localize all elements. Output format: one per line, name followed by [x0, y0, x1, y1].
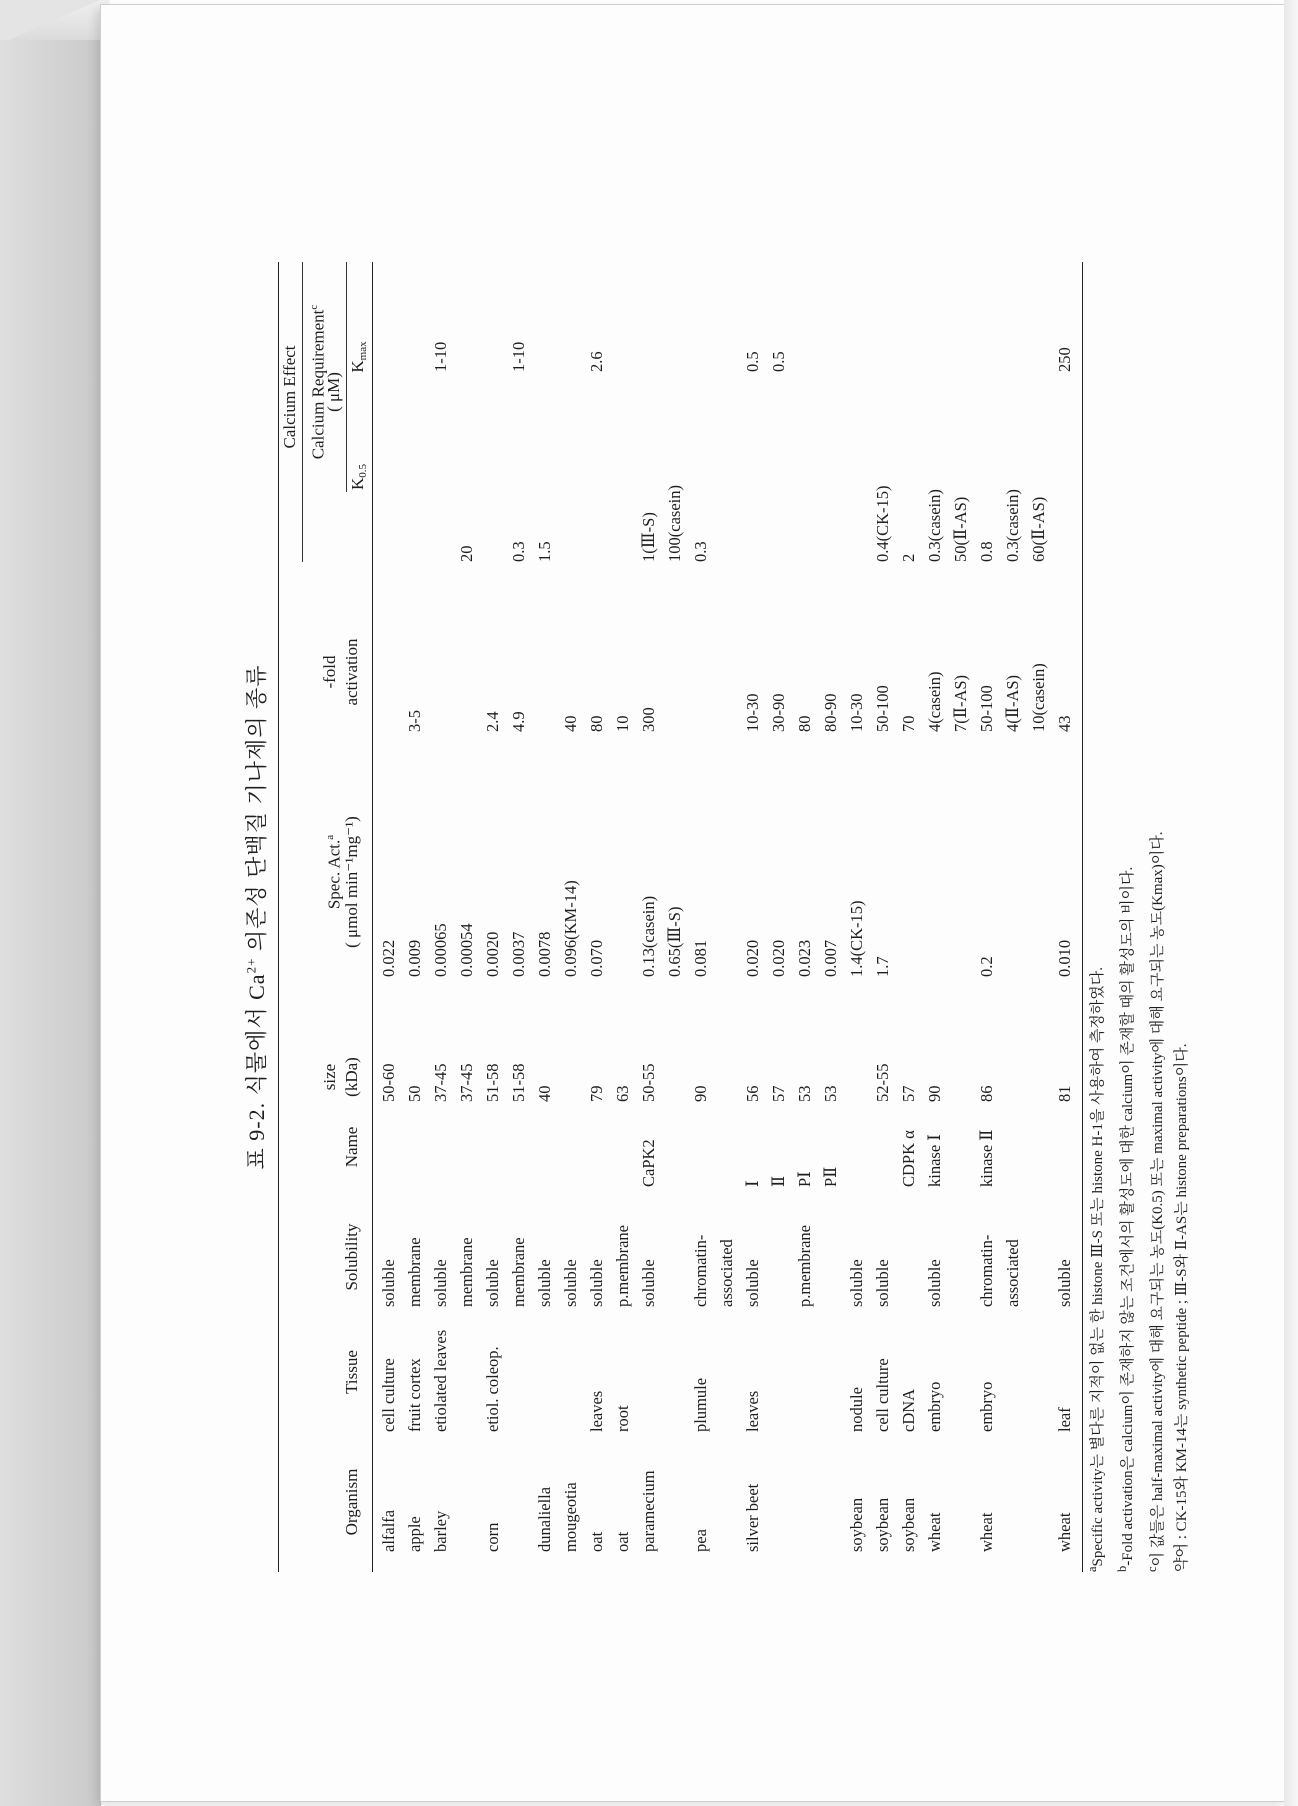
cell-name: Ⅰ: [743, 1180, 762, 1187]
cell-fold: 50-100: [873, 685, 892, 732]
cell-spec-act: 0.007: [821, 939, 840, 977]
cell-size: 79: [587, 1085, 606, 1102]
cell-fold: 2.4: [483, 711, 502, 732]
cell-spec-act: 0.020: [769, 939, 788, 977]
cell-solubility: chromatin-: [691, 1234, 710, 1307]
table-row: [896, 262, 922, 1572]
footnote-a: $^a$Specific activity는 별다른 지적이 없는 한 histone Ⅲ-S 또는 histone H-1을 사용하여 측정하였다.: [1085, 966, 1106, 1572]
header-k05: K0.5: [348, 463, 369, 491]
cell-k05: 0.3(casein): [1003, 489, 1022, 562]
book-spine: [0, 40, 101, 1806]
cell-solubility: soluble: [561, 1259, 580, 1307]
table-row: [610, 262, 636, 1572]
cell-name: CDPK α: [899, 1130, 918, 1187]
cell-k05: 50(Ⅱ-AS): [951, 496, 970, 562]
cell-k05: 2: [899, 553, 918, 562]
header-kmax: Kmax: [348, 341, 369, 373]
cell-solubility: soluble: [379, 1259, 398, 1307]
cell-solubility: chromatin-: [977, 1234, 996, 1307]
cell-size: 50-55: [639, 1063, 658, 1102]
cell-organism: apple: [405, 1516, 424, 1552]
cell-organism: soybean: [847, 1497, 866, 1552]
cell-spec-act: 0.010: [1055, 939, 1074, 977]
cell-organism: soybean: [899, 1497, 918, 1552]
table-row: [1000, 262, 1026, 1572]
cell-size: 51-58: [509, 1063, 528, 1102]
cell-fold: 7(Ⅱ-AS): [951, 674, 970, 732]
table-row: [584, 262, 610, 1572]
cell-organism: paramecium: [639, 1470, 658, 1552]
cell-k05: 60(Ⅱ-AS): [1029, 496, 1048, 562]
cell-spec-act: 0.0020: [483, 931, 502, 977]
cell-organism: wheat: [1055, 1512, 1074, 1552]
cell-kmax: 0.5: [769, 351, 788, 372]
cell-k05: 0.3: [509, 541, 528, 562]
cell-fold: 4.9: [509, 711, 528, 732]
cell-kmax: 1-10: [431, 341, 450, 372]
cell-organism: mougeotia: [561, 1482, 580, 1552]
cell-solubility: soluble: [587, 1259, 606, 1307]
cell-solubility: soluble: [873, 1259, 892, 1307]
table-row: [792, 262, 818, 1572]
cell-solubility: soluble: [925, 1259, 944, 1307]
cell-solubility: membrane: [405, 1237, 424, 1307]
header-name: Name: [342, 1126, 361, 1168]
cell-organism: silver beet: [743, 1483, 762, 1552]
cell-fold: 300: [639, 707, 658, 732]
cell-solubility: soluble: [431, 1259, 450, 1307]
cell-fold: 50-100: [977, 685, 996, 732]
cell-spec-act: 0.020: [743, 939, 762, 977]
table-row: [922, 262, 948, 1572]
header-calcium-effect: Calcium Effect: [280, 345, 299, 449]
cell-spec-act: 0.009: [405, 939, 424, 977]
header-micro-molar: ( μM): [324, 372, 343, 412]
cell-tissue: cDNA: [899, 1388, 918, 1432]
cell-name: kinase Ⅱ: [977, 1129, 996, 1187]
cell-organism: barley: [431, 1510, 450, 1552]
cell-size: 81: [1055, 1085, 1074, 1102]
cell-solubility: soluble: [639, 1259, 658, 1307]
cell-fold: 40: [561, 715, 580, 732]
cell-solubility: membrane: [509, 1237, 528, 1307]
cell-tissue: embryo: [977, 1381, 996, 1432]
cell-solubility: soluble: [483, 1259, 502, 1307]
table-row: [558, 262, 584, 1572]
cell-spec-act: 0.0078: [535, 931, 554, 977]
cell-spec-act: 0.13(casein): [639, 895, 658, 977]
cell-size: 37-45: [431, 1063, 450, 1102]
table-row: [818, 262, 844, 1572]
cell-size: 50: [405, 1085, 424, 1102]
cell-organism: soybean: [873, 1497, 892, 1552]
cell-size: 86: [977, 1085, 996, 1102]
header-rule-calcium-effect: [302, 262, 303, 562]
table-title: 표 9-2. 식물에서 $Ca^{2+}$ 의존성 단백질 기나제의 종류: [243, 664, 269, 1170]
cell-k05: 20: [457, 545, 476, 562]
header-bottom-rule: [372, 262, 373, 1572]
header-spec-act-unit: ( μmol min⁻¹mg⁻¹): [342, 816, 361, 948]
cell-size: 57: [899, 1085, 918, 1102]
cell-name: CaPK2: [639, 1139, 658, 1187]
header-rule-requirement: [346, 262, 347, 492]
cell-solubility: soluble: [535, 1259, 554, 1307]
cell-spec-act: 0.00065: [431, 923, 450, 977]
cell-k05: 0.3(casein): [925, 489, 944, 562]
cell-spec-act: 1.4(CK-15): [847, 900, 866, 977]
cell-solubility: membrane: [457, 1237, 476, 1307]
cell-spec-act: 0.081: [691, 939, 710, 977]
footnote-b: $^b$-Fold activation은 calcium이 존재하지 않는 조건에서의 활성도에 대한 calcium이 존재할 때의 활성도의 비이다.: [1115, 866, 1136, 1572]
cell-spec-act: 0.096(KM-14): [561, 880, 580, 977]
cell-fold: 43: [1055, 715, 1074, 732]
table-row: [402, 262, 428, 1572]
table-row: [376, 262, 402, 1572]
cell-spec-act: 0.022: [379, 939, 398, 977]
table-row: [662, 262, 688, 1572]
cell-fold: 4(Ⅱ-AS): [1003, 674, 1022, 732]
cell-solubility: soluble: [1055, 1259, 1074, 1307]
cell-name: PⅡ: [821, 1166, 840, 1187]
cell-fold: 10: [613, 715, 632, 732]
cell-size: 63: [613, 1085, 632, 1102]
cell-organism: wheat: [977, 1512, 996, 1552]
cell-fold: 10-30: [847, 693, 866, 732]
cell-tissue: nodule: [847, 1387, 866, 1432]
cell-size: 37-45: [457, 1063, 476, 1102]
cell-fold: 30-90: [769, 693, 788, 732]
cell-fold: 10-30: [743, 693, 762, 732]
cell-spec-act: 0.070: [587, 939, 606, 977]
table-row: [714, 262, 740, 1572]
cell-k05: 100(casein): [665, 485, 684, 562]
table-row: [948, 262, 974, 1572]
header-fold-activation: activation: [342, 638, 361, 706]
cell-size: 90: [925, 1085, 944, 1102]
cell-size: 51-58: [483, 1063, 502, 1102]
cell-fold: 80: [587, 715, 606, 732]
cell-name: PⅠ: [795, 1171, 814, 1187]
cell-name: Ⅱ: [769, 1175, 788, 1187]
footnotes-area: [1080, 262, 1200, 1572]
table-top-rule: [278, 262, 279, 1572]
cell-organism: oat: [587, 1531, 606, 1552]
cell-spec-act: 0.0037: [509, 931, 528, 977]
table-row: [740, 262, 766, 1572]
cell-solubility: associated: [1003, 1239, 1022, 1307]
cell-tissue: leaf: [1055, 1407, 1074, 1432]
table-row: [428, 262, 454, 1572]
cell-organism: corn: [483, 1522, 502, 1552]
cell-spec-act: 0.023: [795, 939, 814, 977]
cell-size: 50-60: [379, 1063, 398, 1102]
cell-solubility: associated: [717, 1239, 736, 1307]
cell-organism: dunaliella: [535, 1486, 554, 1552]
footnote-abbrev: 약어 : CK-15와 KM-14는 synthetic peptide ; Ⅲ-S와 Ⅱ-AS는 histone preparations이다.: [1174, 1043, 1190, 1572]
cell-size: 57: [769, 1085, 788, 1102]
cell-tissue: root: [613, 1405, 632, 1432]
cell-fold: 70: [899, 715, 918, 732]
cell-kmax: 1-10: [509, 341, 528, 372]
cell-tissue: fruit cortex: [405, 1358, 424, 1432]
cell-spec-act: 0.2: [977, 956, 996, 977]
cell-solubility: soluble: [847, 1259, 866, 1307]
footnote-c: $^c$이 값들은 half-maximal activity에 대해 요구되는 농도(K0.5) 또는 maximal activity에 대해 요구되는 농도(Kmax)이다.: [1145, 831, 1166, 1572]
cell-k05: 1.5: [535, 541, 554, 562]
cell-tissue: embryo: [925, 1381, 944, 1432]
cell-tissue: plumule: [691, 1377, 710, 1432]
table-body: [376, 262, 1078, 1572]
cell-tissue: etiolated leaves: [431, 1329, 450, 1432]
header-size-unit: (kDa): [342, 1057, 361, 1097]
cell-k05: 1(Ⅲ-S): [639, 512, 658, 562]
table-row: [766, 262, 792, 1572]
cell-spec-act: 1.7: [873, 956, 892, 977]
cell-organism: pea: [691, 1529, 710, 1552]
table-row: [1052, 262, 1078, 1572]
table-row: [688, 262, 714, 1572]
cell-kmax: 0.5: [743, 351, 762, 372]
cell-solubility: p.membrane: [613, 1224, 632, 1307]
cell-spec-act: 0.65(Ⅲ-S): [665, 906, 684, 977]
cell-fold: 10(casein): [1029, 663, 1048, 732]
table-row: [870, 262, 896, 1572]
table-row: [480, 262, 506, 1572]
cell-organism: oat: [613, 1531, 632, 1552]
table-row: [844, 262, 870, 1572]
cell-kmax: 250: [1055, 347, 1074, 372]
cell-tissue: leaves: [743, 1390, 762, 1432]
cell-fold: 4(casein): [925, 671, 944, 732]
cell-tissue: leaves: [587, 1390, 606, 1432]
table-row: [636, 262, 662, 1572]
cell-k05: 0.4(CK-15): [873, 485, 892, 562]
header-spec-act: Spec. Act.$^a$: [324, 834, 344, 910]
rotated-table-area: [240, 262, 1120, 1572]
cell-size: 53: [795, 1085, 814, 1102]
cell-solubility: p.membrane: [795, 1224, 814, 1307]
table-row: [1026, 262, 1052, 1572]
cell-fold: 3-5: [405, 710, 424, 732]
cell-size: 56: [743, 1085, 762, 1102]
cell-size: 53: [821, 1085, 840, 1102]
cell-tissue: cell culture: [873, 1358, 892, 1432]
header-size: size: [320, 1063, 339, 1091]
cell-fold: 80: [795, 715, 814, 732]
table-row: [974, 262, 1000, 1572]
header-organism: Organism: [342, 1468, 361, 1536]
cell-size: 52-55: [873, 1063, 892, 1102]
table-row: [506, 262, 532, 1572]
header-tissue: Tissue: [342, 1350, 361, 1394]
header-calcium-requirement: Calcium Requirement$^c$: [308, 304, 328, 460]
table-row: [454, 262, 480, 1572]
cell-kmax: 2.6: [587, 351, 606, 372]
cell-organism: wheat: [925, 1512, 944, 1552]
table-row: [532, 262, 558, 1572]
cell-solubility: soluble: [743, 1259, 762, 1307]
cell-name: kinase Ⅰ: [925, 1134, 944, 1187]
header-fold: -fold: [320, 655, 339, 689]
cell-size: 90: [691, 1085, 710, 1102]
cell-k05: 0.3: [691, 541, 710, 562]
cell-size: 40: [535, 1085, 554, 1102]
cell-k05: 0.8: [977, 541, 996, 562]
cell-tissue: cell culture: [379, 1358, 398, 1432]
cell-tissue: etiol. coleop.: [483, 1346, 502, 1432]
header-solubility: Solubility: [342, 1223, 361, 1291]
cell-fold: 80-90: [821, 693, 840, 732]
cell-organism: alfalfa: [379, 1509, 398, 1552]
cell-spec-act: 0.00054: [457, 923, 476, 977]
page-edge: [1284, 0, 1298, 1806]
